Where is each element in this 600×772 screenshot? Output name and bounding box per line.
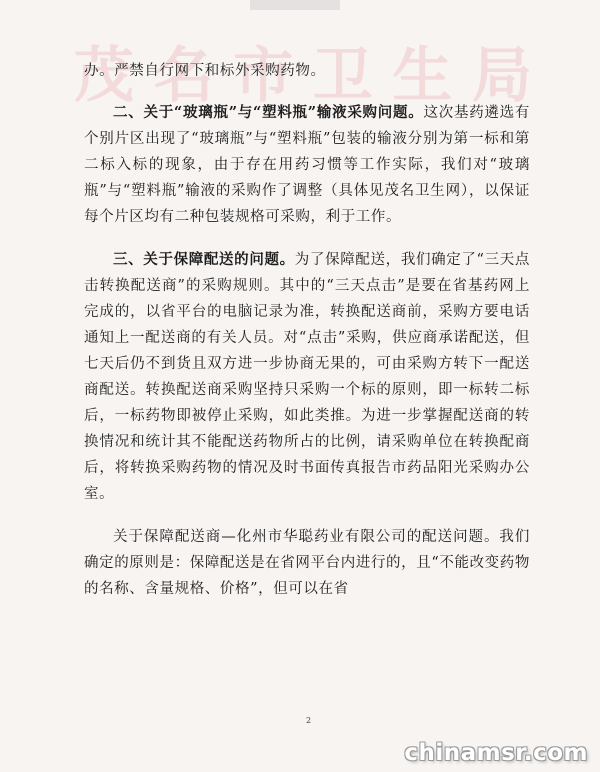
section-heading: 二、关于“玻璃瓶”与“塑料瓶”输液采购问题。 bbox=[113, 104, 424, 122]
watermark-char: 茂 bbox=[74, 41, 136, 111]
watermark-char: 市 bbox=[233, 41, 296, 111]
paragraph-continuation bbox=[84, 58, 530, 84]
paragraph-text: 关于保障配送商—化州市华聪药业有限公司的配送问题。我们确定的原则是：保障配送是在省网平台内进行的，且“不能改变药物的名称、含量规格、价格”，但可以在省 bbox=[84, 528, 530, 597]
site-watermark-logo: chinamsr.com bbox=[404, 740, 588, 766]
paragraph-section-two bbox=[84, 100, 530, 230]
page-number: 2 bbox=[306, 716, 312, 725]
paragraph-text: 这次基药遴选有个别片区出现了“玻璃瓶”与“塑料瓶”包装的输液分别为第一标和第二标入标的现象，由于存在用药习惯等工作实际，我们对“玻璃瓶”与“塑料瓶”输液的采购作了调整（具体见茂名卫生网），以保证每个片区均有二种包装规格可采购，利于工作。 bbox=[84, 105, 530, 226]
section-heading: 三、关于保障配送的问题。 bbox=[113, 250, 295, 268]
watermark-char: 生 bbox=[392, 41, 455, 111]
paragraph-delivery-note bbox=[84, 524, 530, 602]
watermark-char: 卫 bbox=[312, 41, 375, 111]
paragraph-text: 办。严禁自行网下和标外采购药物。 bbox=[84, 63, 326, 79]
top-edge-mark bbox=[250, 0, 340, 10]
paragraph-text: 为了保障配送，我们确定了“三天点击转换配送商”的采购规则。其中的“三天点击”是要在省基药网上完成的，以省平台的电脑记录为准，转换配送商前，采购方要电话通知上一配送商的有关人员。对“点击”采购，供应商承诺配送，但七天后仍不到货且双方进一步协商无果的，可由采购方转下一配送商配送。转换配送商采购坚持只采购一个标的原则，即一标转二标后，一标药物即被停止采购，如此类推。为进一步掌握配送商的转换情况和统计其不能配送药物所占的比例，请采购单位在转换配商后，将转换采购药物的情况及时书面传真报告市药品阳光采购办公室。 bbox=[84, 251, 531, 503]
paragraph-section-three bbox=[84, 247, 530, 508]
document-body bbox=[84, 58, 530, 602]
watermark-char: 名 bbox=[153, 41, 216, 111]
watermark-char: 局 bbox=[471, 41, 534, 111]
